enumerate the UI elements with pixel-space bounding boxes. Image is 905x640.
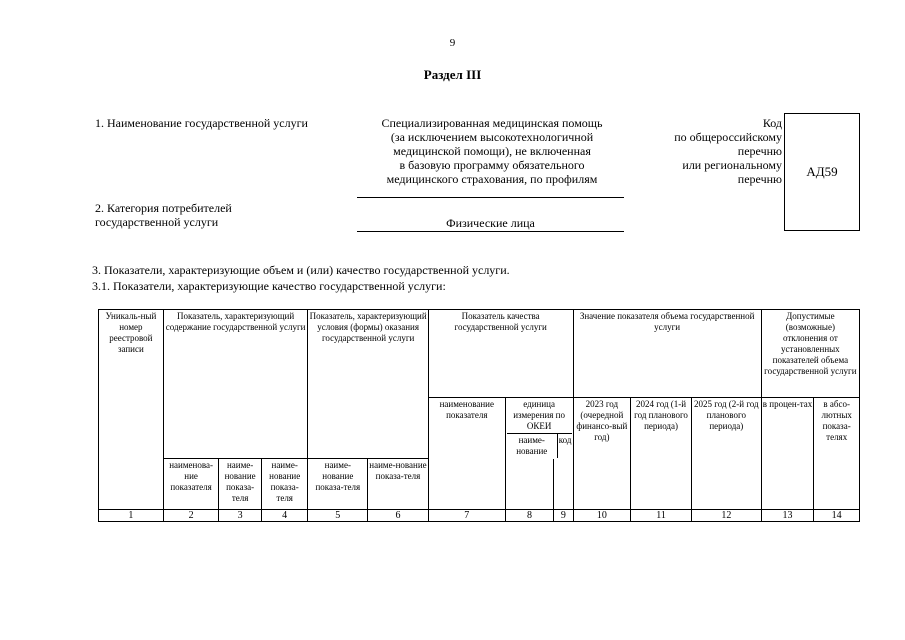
- code-label-line: перечню: [737, 144, 782, 158]
- service-name-line: медицинской помощи), не включенная: [393, 144, 591, 158]
- col-number: 4: [261, 510, 308, 522]
- col-number: 1: [99, 510, 164, 522]
- heading-volume-quality: 3. Показатели, характеризующие объем и (или) качество государственной услуги.: [92, 263, 510, 277]
- service-name-label: 1. Наименование государственной услуги: [95, 116, 308, 130]
- header-unit: [505, 398, 573, 459]
- header-registry: Уникаль-ный номер реестровой записи: [99, 310, 164, 510]
- quality-indicators-table: [98, 309, 860, 522]
- header-indicator-name: наименование показателя: [428, 398, 505, 510]
- col-number: 10: [573, 510, 631, 522]
- col-number: 3: [219, 510, 262, 522]
- code-label-line: перечню: [737, 172, 782, 186]
- header-quality: Показатель качества государственной услуги: [428, 310, 573, 398]
- code-label-line: Код: [762, 116, 782, 130]
- service-name-line: в базовую программу обязательного: [399, 158, 585, 172]
- subheader-conditions-1: наиме-нование показа-теля: [308, 459, 368, 510]
- consumer-category-label: [95, 201, 232, 229]
- heading-quality-indicators: 3.1. Показатели, характеризующие качество государственной услуги:: [92, 279, 446, 293]
- consumer-category-underline: [357, 231, 624, 232]
- unit-subtable: [507, 433, 572, 458]
- header-conditions: Показатель, характеризующий условия (формы) оказания государственной услуги: [308, 310, 428, 459]
- service-name-value: [356, 116, 628, 186]
- col-number: 12: [691, 510, 761, 522]
- subheader-content-1: наименова-ние показателя: [163, 459, 219, 510]
- section-title: Раздел III: [423, 67, 482, 82]
- header-absolute: в абсо-лютных показа-телях: [814, 398, 860, 510]
- consumer-category-label-line: 2. Категория потребителей: [95, 201, 232, 215]
- service-name-line: Специализированная медицинская помощь: [381, 116, 603, 130]
- col-number: 11: [631, 510, 692, 522]
- header-2025: 2025 год (2-й год планового периода): [691, 398, 761, 510]
- col-number: 6: [368, 510, 429, 522]
- page-number: 9: [449, 37, 456, 49]
- col-number: 5: [308, 510, 368, 522]
- header-unit-code: код: [557, 434, 571, 459]
- unit-code-blank: [554, 459, 573, 510]
- header-2023: 2023 год (очередной финансо-вый год): [573, 398, 631, 510]
- service-name-line: (за исключением высокотехнологичной: [390, 130, 594, 144]
- header-unit-name: наиме-нование: [507, 434, 558, 459]
- col-number: 9: [554, 510, 573, 522]
- unit-name-blank: [505, 459, 554, 510]
- subheader-conditions-2: наиме-нование показа-теля: [368, 459, 429, 510]
- subheader-content-3: наиме-нование показа-теля: [261, 459, 308, 510]
- service-name-line: медицинского страхования, по профилям: [386, 172, 598, 186]
- consumer-category-value: Физические лица: [446, 216, 535, 230]
- col-number: 7: [428, 510, 505, 522]
- service-name-underline: [357, 197, 624, 198]
- subheader-content-2: наиме-нование показа-теля: [219, 459, 262, 510]
- col-number: 13: [761, 510, 814, 522]
- code-label-line: по общероссийскому: [674, 130, 782, 144]
- header-deviation: Допустимые (возможные) отклонения от установленных показателей объема государственной услуги: [761, 310, 859, 398]
- consumer-category-label-line: государственной услуги: [95, 215, 219, 229]
- header-value: Значение показателя объема государственной услуги: [573, 310, 761, 398]
- header-percent: в процен-тах: [761, 398, 814, 510]
- col-number: 14: [814, 510, 860, 522]
- code-value: АД59: [806, 164, 838, 179]
- col-number: 2: [163, 510, 219, 522]
- code-label-line: или региональному: [682, 158, 782, 172]
- header-unit-text: единица измерения по ОКЕИ: [513, 399, 566, 431]
- code-label: [630, 116, 782, 186]
- col-number: 8: [505, 510, 554, 522]
- header-content: Показатель, характеризующий содержание государственной услуги: [163, 310, 308, 459]
- header-2024: 2024 год (1-й год планового периода): [631, 398, 692, 510]
